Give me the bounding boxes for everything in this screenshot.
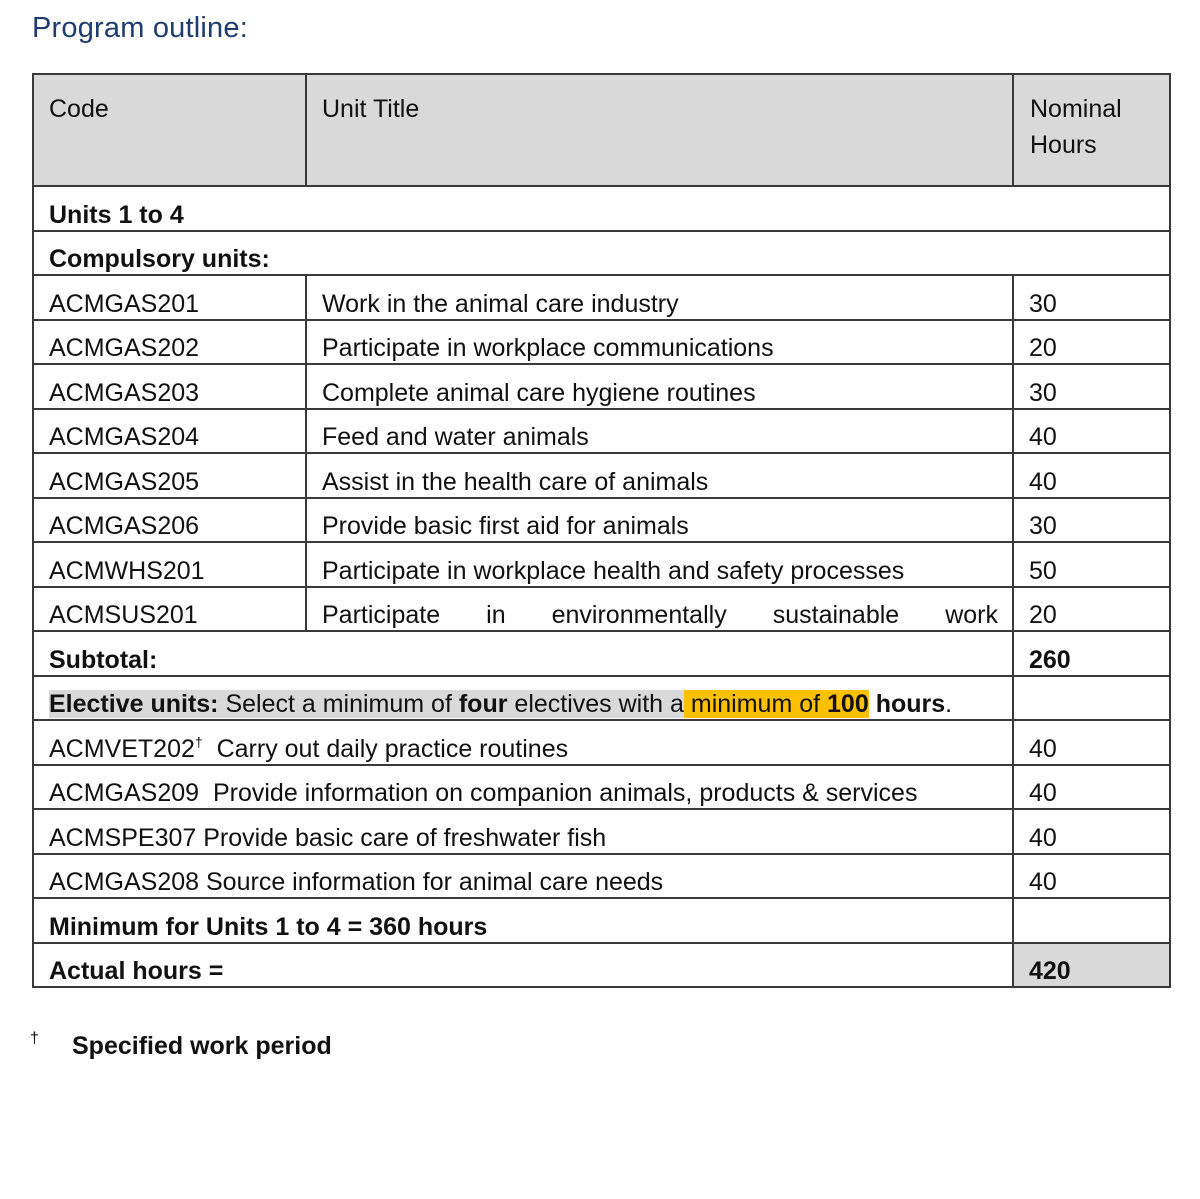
- unit-code: ACMGAS201: [33, 275, 306, 320]
- minimum-row: [33, 898, 1170, 943]
- unit-title: Participate in environmentally sustainable work: [306, 587, 1013, 632]
- elective-four: four: [458, 690, 508, 718]
- elective-code: ACMGAS208: [49, 868, 200, 896]
- unit-code: ACMGAS204: [33, 409, 306, 454]
- elective-highlight-number: 100: [827, 690, 869, 718]
- elective-row: [33, 676, 1170, 721]
- elective-title: Provide basic care of freshwater fish: [196, 823, 607, 852]
- elective-hours-empty: [1013, 676, 1170, 721]
- table-row: [33, 809, 1170, 854]
- elective-title: Carry out daily practice routines: [202, 734, 569, 763]
- elective-text-1: Select a minimum of: [218, 690, 459, 718]
- unit-title: Provide basic first aid for animals: [306, 498, 1013, 543]
- elective-code: ACMGAS209: [49, 779, 200, 807]
- compulsory-row: [33, 231, 1170, 276]
- elective-highlight-text: minimum of: [683, 690, 828, 718]
- program-outline-table: [32, 73, 1171, 988]
- unit-hours: 30: [1013, 275, 1170, 320]
- compulsory-label: Compulsory units:: [33, 231, 1170, 276]
- table-row: [33, 453, 1170, 498]
- unit-hours: 40: [1013, 720, 1170, 765]
- table-row: [33, 364, 1170, 409]
- unit-code: ACMSUS201: [33, 587, 306, 632]
- subtotal-value: 260: [1013, 631, 1170, 676]
- header-unit-title: Unit Title: [306, 74, 1013, 186]
- unit-title: Work in the animal care industry: [306, 275, 1013, 320]
- table-row: [33, 275, 1170, 320]
- elective-hours-word: hours: [868, 690, 946, 718]
- elective-code: ACMVET202: [49, 734, 195, 763]
- unit-title: Participate in workplace communications: [306, 320, 1013, 365]
- unit-code: ACMGAS206: [33, 498, 306, 543]
- subtotal-row: [33, 631, 1170, 676]
- elective-instructions: [33, 676, 1013, 721]
- table-row: [33, 765, 1170, 810]
- footnote-dagger: †: [30, 1030, 39, 1047]
- elective-title: Source information for animal care needs: [199, 868, 664, 896]
- unit-hours: 20: [1013, 320, 1170, 365]
- header-nominal-hours: Nominal Hours: [1013, 74, 1170, 186]
- unit-title: Assist in the health care of animals: [306, 453, 1013, 498]
- table-row: [33, 542, 1170, 587]
- unit-hours: 40: [1013, 809, 1170, 854]
- unit-title: Feed and water animals: [306, 409, 1013, 454]
- table-row: [33, 320, 1170, 365]
- elective-title: Provide information on companion animals, products & services: [199, 779, 918, 807]
- unit-hours: 50: [1013, 542, 1170, 587]
- unit-title: Participate in workplace health and safety processes: [306, 542, 1013, 587]
- dagger-mark: †: [194, 733, 203, 750]
- unit-code: ACMGAS202: [33, 320, 306, 365]
- elective-period: .: [945, 690, 953, 718]
- unit-code: ACMWHS201: [33, 542, 306, 587]
- elective-unit: [33, 720, 1013, 765]
- elective-unit: [33, 809, 1013, 854]
- unit-code: ACMGAS205: [33, 453, 306, 498]
- unit-hours: 30: [1013, 498, 1170, 543]
- actual-row: [33, 943, 1170, 988]
- elective-text-2: electives with a: [507, 690, 684, 718]
- page-title: Program outline:: [32, 12, 248, 44]
- unit-title: Complete animal care hygiene routines: [306, 364, 1013, 409]
- table-row: [33, 587, 1170, 632]
- table-row: [33, 409, 1170, 454]
- unit-hours: 30: [1013, 364, 1170, 409]
- minimum-hours-empty: [1013, 898, 1170, 943]
- table-row: [33, 854, 1170, 899]
- minimum-label: Minimum for Units 1 to 4 = 360 hours: [33, 898, 1013, 943]
- unit-hours: 40: [1013, 765, 1170, 810]
- unit-hours: 40: [1013, 453, 1170, 498]
- table-header-row: [33, 74, 1170, 186]
- unit-hours: 40: [1013, 854, 1170, 899]
- header-code: Code: [33, 74, 306, 186]
- table-row: [33, 498, 1170, 543]
- actual-value: 420: [1013, 943, 1170, 988]
- unit-code: ACMGAS203: [33, 364, 306, 409]
- footnote-text: Specified work period: [72, 1032, 332, 1060]
- table-row: [33, 720, 1170, 765]
- subtotal-label: Subtotal:: [33, 631, 1013, 676]
- unit-hours: 40: [1013, 409, 1170, 454]
- elective-unit: [33, 854, 1013, 899]
- section-label: Units 1 to 4: [33, 186, 1170, 231]
- elective-label: Elective units:: [49, 690, 219, 718]
- elective-code: ACMSPE307: [49, 823, 197, 852]
- elective-unit: [33, 765, 1013, 810]
- actual-label: Actual hours =: [33, 943, 1013, 988]
- unit-hours: 20: [1013, 587, 1170, 632]
- section-row: [33, 186, 1170, 231]
